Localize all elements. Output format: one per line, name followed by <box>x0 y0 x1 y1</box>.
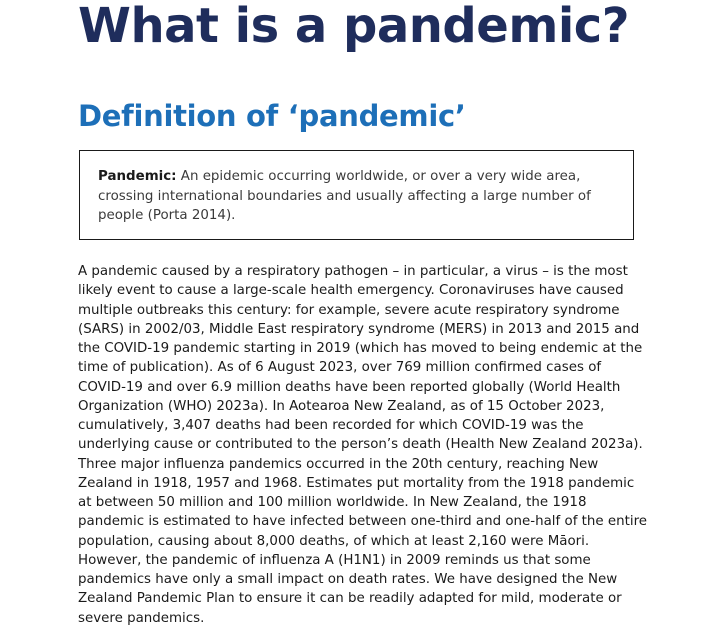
definition-text: An epidemic occurring worldwide, or over a very wide area, crossing international boundaries and usually affecting a large number of people (Porta 2014). <box>98 169 591 224</box>
page-title: What is a pandemic? <box>78 0 630 54</box>
body-paragraph: A pandemic caused by a respiratory pathogen – in particular, a virus – is the most likely event to cause a large-scale health emergency. Coronaviruses have caused multiple outbreaks this century: for example, severe acute respiratory syndrome (SARS) in 2002/03, Middle East respiratory syndrome (MERS) in 2013 and 2015 and the COVID-19 pandemic starting in 2019 (which has moved to being endemic at the time of publication). As of 6 August 2023, over 769 million confirmed cases of COVID-19 and over 6.9 million deaths have been reported globally (World Health Organization (WHO) 2023a). In Aotearoa New Zealand, as of 15 October 2023, cumulatively, 3,407 deaths had been recorded for which COVID-19 was the underlying cause or contributed to the person’s death (Health New Zealand 2023a). Three major influenza pandemics occurred in the 20th century, reaching New Zealand in 1918, 1957 and 1968. Estimates put mortality from the 1918 pandemic at between 50 million and 100 million worldwide. In New Zealand, the 1918 pandemic is estimated to have infected between one-third and one-half of the entire population, causing about 8,000 deaths, of which at least 2,160 were Māori. However, the pandemic of influenza A (H1N1) in 2009 reminds us that some pandemics have only a small impact on death rates. We have designed the New Zealand Pandemic Plan to ensure it can be readily adapted for mild, moderate or severe pandemics. <box>78 264 648 626</box>
definition-box <box>79 150 634 240</box>
section-heading: Definition of ‘pandemic’ <box>78 99 466 133</box>
definition-term: Pandemic: <box>98 169 177 184</box>
